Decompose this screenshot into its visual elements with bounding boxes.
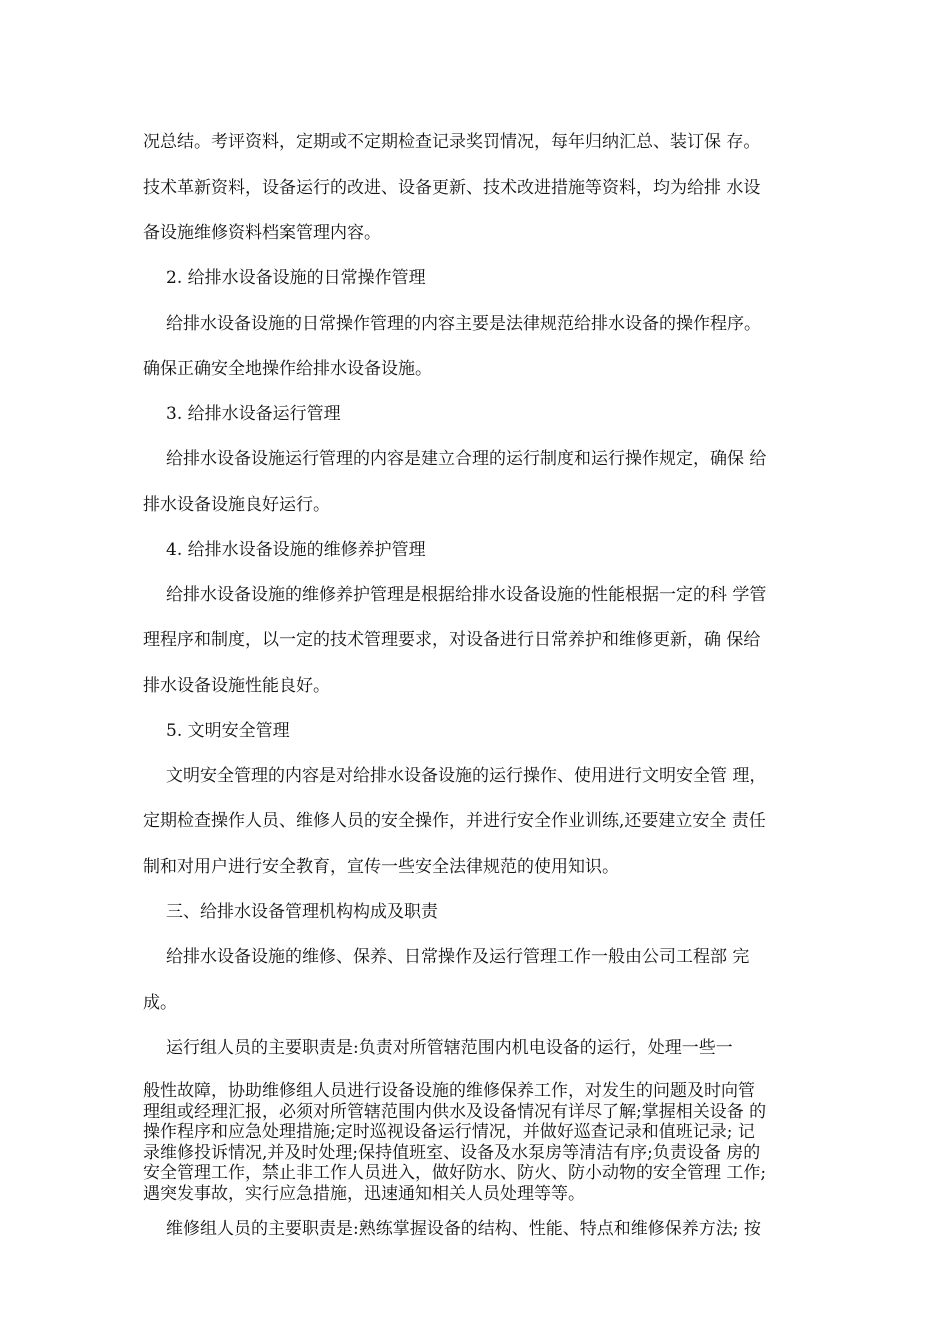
- paragraph-line: 况总结。考评资料，定期或不定期检查记录奖罚情况，每年归纳汇总、装订保 存。: [143, 132, 761, 152]
- paragraph-line: 给排水设备设施的维修养护管理是根据给排水设备设施的性能根据一定的科 学管: [166, 585, 767, 605]
- paragraph-line: 运行组人员的主要职责是:负责对所管辖范围内机电设备的运行，处理一些一: [166, 1038, 733, 1058]
- dense-paragraph: [143, 1081, 823, 1204]
- paragraph-line: 理程序和制度，以一定的技术管理要求，对设备进行日常养护和维修更新，确 保给: [143, 630, 761, 650]
- paragraph-line: 排水设备设施良好运行。: [143, 495, 330, 515]
- paragraph-line: 给排水设备设施运行管理的内容是建立合理的运行制度和运行操作规定，确保 给: [166, 449, 767, 469]
- paragraph-line: 般性故障，协助维修组人员进行设备设施的维修保养工作，对发生的问题及时向管: [143, 1081, 755, 1101]
- paragraph-line: 给排水设备设施的维修、保养、日常操作及运行管理工作一般由公司工程部 完: [166, 947, 750, 967]
- paragraph-line: 技术革新资料，设备运行的改进、设备更新、技术改进措施等资料，均为给排 水设: [143, 178, 761, 198]
- section-heading: 2. 给排水设备设施的日常操作管理: [166, 268, 426, 288]
- paragraph-line: 遇突发事故，实行应急措施，迅速通知相关人员处理等等。: [143, 1183, 585, 1204]
- paragraph-line: 确保正确安全地操作给排水设备设施。: [143, 359, 432, 379]
- paragraph-line: 安全管理工作，禁止非工作人员进入，做好防水、防火、防小动物的安全管理 工作;: [143, 1163, 767, 1183]
- paragraph-line: 维修组人员的主要职责是:熟练掌握设备的结构、性能、特点和维修保养方法; 按: [166, 1219, 761, 1239]
- paragraph-line: 操作程序和应急处理措施;定时巡视设备运行情况，并做好巡查记录和值班记录; 记: [143, 1122, 755, 1142]
- paragraph-line: 成。: [143, 993, 177, 1013]
- paragraph-line: 排水设备设施性能良好。: [143, 676, 330, 696]
- section-heading: 5. 文明安全管理: [166, 721, 290, 741]
- section-heading: 3. 给排水设备运行管理: [166, 404, 341, 424]
- chapter-heading: 三、给排水设备管理机构构成及职责: [166, 902, 438, 922]
- paragraph-line: 备设施维修资料档案管理内容。: [143, 223, 381, 243]
- paragraph-line: 给排水设备设施的日常操作管理的内容主要是法律规范给排水设备的操作程序。: [166, 314, 761, 334]
- paragraph-line: 文明安全管理的内容是对给排水设备设施的运行操作、使用进行文明安全管 理，: [166, 766, 767, 786]
- paragraph-line: 理组或经理汇报，必须对所管辖范围内供水及设备情况有详尽了解;掌握相关设备 的: [143, 1101, 767, 1122]
- paragraph-line: 定期检查操作人员、维修人员的安全操作，并进行安全作业训练,还要建立安全 责任: [143, 811, 766, 831]
- paragraph-line: 录维修投诉情况,并及时处理;保持值班室、设备及水泵房等清洁有序;负责设备 房的: [143, 1142, 761, 1163]
- paragraph-line: 制和对用户进行安全教育，宣传一些安全法律规范的使用知识。: [143, 857, 619, 877]
- section-heading: 4. 给排水设备设施的维修养护管理: [166, 540, 426, 560]
